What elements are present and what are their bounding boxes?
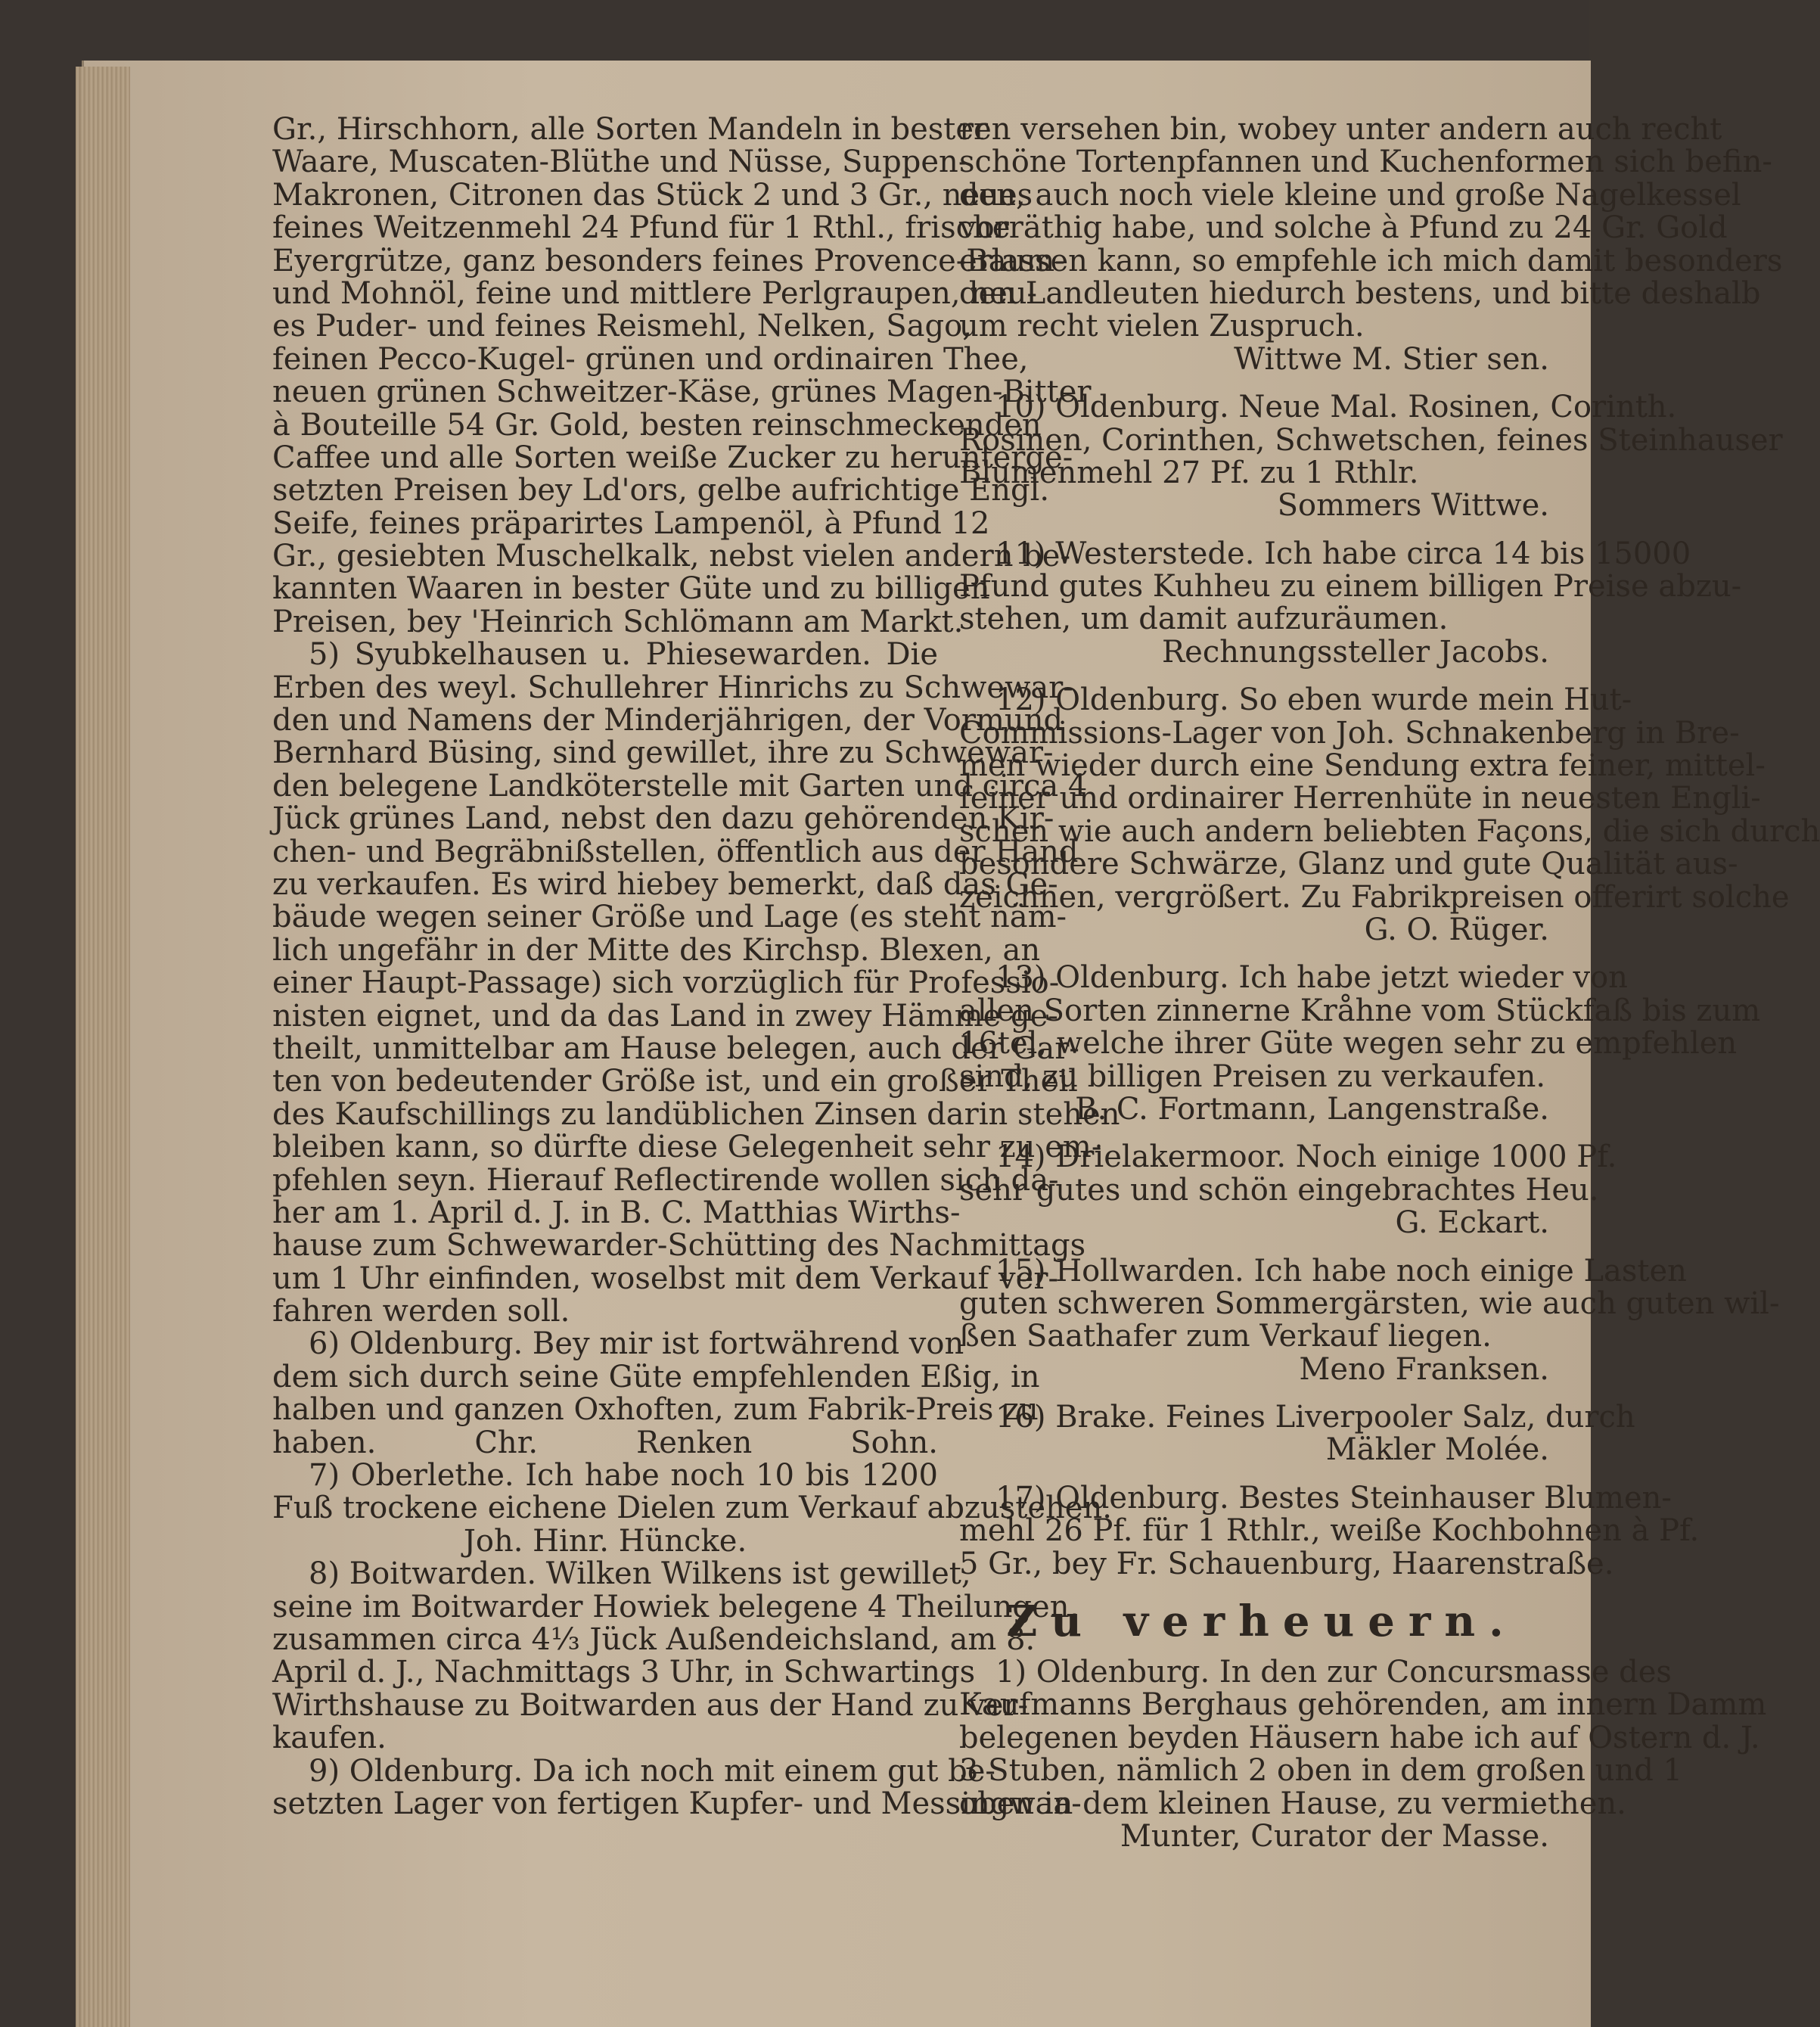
text-line: sehr gutes und schön eingebrachtes Heu.	[959, 1172, 1599, 1208]
text-line: setzten Preisen bey Ld'ors, gelbe aufrichtige Engl.	[272, 473, 1050, 508]
text-line: um recht vielen Zuspruch.	[959, 309, 1365, 344]
text-line: stehen, um damit aufzuräumen.	[959, 602, 1449, 637]
text-line: den Landleuten hiedurch bestens, und bitte deshalb	[959, 275, 1761, 311]
text-line: April d. J., Nachmittags 3 Uhr, in Schwartings	[272, 1655, 976, 1690]
text-line: schöne Tortenpfannen und Kuchenformen sich befin-	[959, 145, 1772, 180]
text-line: à Bouteille 54 Gr. Gold, besten reinschmeckenden	[272, 407, 1042, 443]
text-line: haben. Chr. Renken Sohn.	[272, 1425, 938, 1460]
text-line: 17) Oldenburg. Bestes Steinhauser Blumen-	[995, 1480, 1672, 1516]
text-line: 16tel, welche ihrer Güte wegen sehr zu empfehlen	[959, 1026, 1738, 1062]
text-line: 9) Oldenburg. Da ich noch mit einem gut be-	[309, 1753, 995, 1789]
text-line: Waare, Muscaten-Blüthe und Nüsse, Suppen-	[272, 145, 969, 180]
text-line: Kaufmanns Berghaus gehörenden, am innern Damm	[959, 1687, 1767, 1723]
text-line: Pfund gutes Kuhheu zu einem billigen Preise abzu-	[959, 569, 1742, 605]
text-line: Makronen, Citronen das Stück 2 und 3 Gr., neues	[272, 177, 1033, 213]
text-line: Eyergrütze, ganz besonders feines Provence-Baum-	[272, 243, 1065, 278]
text-line: Gr., gesiebten Muschelkalk, nebst vielen andern be-	[272, 539, 1070, 574]
text-line: oben in dem kleinen Hause, zu vermiethen.	[959, 1786, 1626, 1821]
text-line: 16) Brake. Feines Liverpooler Salz, durch	[995, 1400, 1635, 1435]
text-line: kannten Waaren in bester Güte und zu billigen	[272, 571, 990, 607]
text-line: 5) Syubkelhausen u. Phiesewarden. Die	[309, 637, 938, 673]
text-line: setzten Lager von fertigen Kupfer- und Messingwaa-	[272, 1786, 1082, 1821]
spacer	[959, 669, 1564, 684]
text-line: theilt, unmittelbar am Hause belegen, auch der Gar-	[272, 1031, 1079, 1066]
text-line: Mäkler Molée.	[1325, 1432, 1549, 1468]
text-line: Erben des weyl. Schullehrer Hinrichs zu Schwewar-	[272, 670, 1073, 705]
text-line: nisten eignet, und da das Land in zwey Hämme ge-	[272, 998, 1058, 1034]
text-line: es Puder- und feines Reismehl, Nelken, Sago,	[272, 309, 972, 344]
text-line: dem sich durch seine Güte empfehlenden Eßig, in	[272, 1359, 1040, 1394]
text-line: pfehlen seyn. Hierauf Reflectirende wollen sich da-	[272, 1162, 1059, 1198]
text-line: Meno Franksen.	[1299, 1351, 1549, 1387]
text-line: den belegene Landköterstelle mit Garten und circa 4	[272, 768, 1088, 804]
text-line: den, auch noch viele kleine und große Nagelkessel	[959, 177, 1741, 213]
text-line: ten von bedeutender Größe ist, und ein großer Theil	[272, 1064, 1078, 1099]
text-line: Fuß trockene eichene Dielen zum Verkauf abzustehen.	[272, 1491, 1112, 1526]
text-line: 5 Gr., bey Fr. Schauenburg, Haarenstraße.	[959, 1546, 1614, 1581]
page-edges	[76, 67, 130, 2027]
text-line: den und Namens der Minderjährigen, der Vormund	[272, 703, 1064, 738]
text-line: Preisen, bey 'Heinrich Schlömann am Markt.	[272, 604, 964, 639]
text-line: bäude wegen seiner Größe und Lage (es steht näm-	[272, 900, 1067, 935]
text-line: schen wie auch andern beliebten Façons, die sich durch	[959, 813, 1820, 849]
text-line: zusammen circa 4⅓ Jück Außendeichsland, am 8.	[272, 1621, 1036, 1657]
text-line: halben und ganzen Oxhoften, zum Fabrik-Preis zu	[272, 1392, 1039, 1428]
text-line: bleiben kann, so dürfte diese Gelegenheit sehr zu em-	[272, 1130, 1102, 1165]
right-text-column	[959, 112, 1820, 1854]
text-line: allen Sorten zinnerne Kråhne vom Stückfaß bis zum	[959, 993, 1761, 1028]
text-line: Bernhard Büsing, sind gewillet, ihre zu Schwewar-	[272, 735, 1054, 771]
spacer	[959, 1126, 1564, 1141]
spacer	[959, 376, 1564, 391]
text-line: ren versehen bin, wobey unter andern auch recht	[959, 112, 1722, 147]
text-line: 1) Oldenburg. In den zur Concursmasse des	[995, 1655, 1672, 1690]
text-line: men wieder durch eine Sendung extra feiner, mittel-	[959, 748, 1766, 784]
text-line: feines Weitzenmehl 24 Pfund für 1 Rthl., frische	[272, 210, 1011, 246]
text-line: des Kaufschillings zu landüblichen Zinsen darin stehen	[272, 1096, 1120, 1132]
text-line: 12) Oldenburg. So eben wurde mein Hut-	[995, 682, 1632, 718]
text-line: einer Haupt-Passage) sich vorzüglich für Professio-	[272, 965, 1060, 1001]
text-line: besondere Schwärze, Glanz und gute Qualität aus-	[959, 847, 1738, 882]
text-line: Caffee und alle Sorten weiße Zucker zu herunterge-	[272, 440, 1073, 475]
text-line: seine im Boitwarder Howiek belegene 4 Theilungen,	[272, 1589, 1079, 1624]
text-line: Munter, Curator der Masse.	[1120, 1818, 1549, 1854]
text-line: 6) Oldenburg. Bey mir ist fortwährend von	[309, 1326, 964, 1362]
text-line: belegenen beyden Häusern habe ich auf Ostern d. J.	[959, 1720, 1760, 1755]
text-line: und Mohnöl, feine und mittlere Perlgraupen, neu-	[272, 275, 1038, 311]
text-line: chen- und Begräbnißstellen, öffentlich aus der Hand	[272, 834, 1079, 869]
text-line: 7) Oberlethe. Ich habe noch 10 bis 1200	[309, 1458, 938, 1494]
text-line: G. O. Rüger.	[1364, 912, 1549, 947]
section-heading: Zu verheuern.	[1006, 1596, 1517, 1647]
text-line: guten schweren Sommergärsten, wie auch guten wil-	[959, 1286, 1780, 1321]
text-line: mehl 26 Pf. für 1 Rthlr., weiße Kochbohnen à Pf.	[959, 1513, 1700, 1549]
spacer	[959, 1240, 1564, 1255]
text-line: 11) Westerstede. Ich habe circa 14 bis 15000	[995, 536, 1691, 571]
text-line: Rosinen, Corinthen, Schwetschen, feines Steinhauser	[959, 422, 1783, 458]
spacer	[959, 1467, 1564, 1482]
text-line: Joh. Hinr. Hüncke.	[463, 1523, 747, 1559]
text-line: zeichnen, vergrößert. Zu Fabrikpreisen offerirt solche	[959, 879, 1790, 915]
text-line: feiner und ordinairer Herrenhüte in neuesten Engli-	[959, 781, 1761, 816]
text-line: Seife, feines präparirtes Lampenöl, à Pfund 12	[272, 505, 990, 541]
text-line: ßen Saathafer zum Verkauf liegen.	[959, 1319, 1492, 1354]
text-line: 13) Oldenburg. Ich habe jetzt wieder von	[995, 960, 1628, 996]
text-line: her am 1. April d. J. in B. C. Matthias Wirths-	[272, 1195, 961, 1230]
text-line: vorräthig habe, und solche à Pfund zu 24 Gr. Gold	[959, 210, 1728, 246]
text-line: Rechnungssteller Jacobs.	[1162, 634, 1549, 670]
text-line: kaufen.	[272, 1721, 387, 1756]
spacer	[959, 1386, 1564, 1401]
text-line: feinen Pecco-Kugel- grünen und ordinairen Thee,	[272, 341, 1029, 377]
text-line: G. Eckart.	[1395, 1205, 1549, 1241]
text-line: lich ungefähr in der Mitte des Kirchsp. Blexen, an	[272, 932, 1041, 968]
text-line: sind, zu billigen Preisen zu verkaufen.	[959, 1059, 1546, 1094]
text-line: hause zum Schwewarder-Schütting des Nachmittags	[272, 1228, 1086, 1264]
text-line: zu verkaufen. Es wird hiebey bemerkt, daß das Ge-	[272, 866, 1058, 902]
text-line: Wirthshause zu Boitwarden aus der Hand zu ver-	[272, 1687, 1029, 1723]
text-line: B. C. Fortmann, Langenstraße.	[1075, 1091, 1549, 1127]
text-line: erlassen kann, so empfehle ich mich damit besonders	[959, 243, 1783, 278]
spacer	[959, 947, 1564, 962]
text-line: 15) Hollwarden. Ich habe noch einige Lasten	[995, 1253, 1687, 1289]
text-line: 10) Oldenburg. Neue Mal. Rosinen, Corinth.	[995, 390, 1677, 425]
text-line: 8) Boitwarden. Wilken Wilkens ist gewillet,	[309, 1556, 971, 1592]
text-line: fahren werden soll.	[272, 1294, 570, 1329]
text-line: Wittwe M. Stier sen.	[1234, 341, 1549, 377]
text-line: 14) Drielakermoor. Noch einige 1000 Pf.	[995, 1139, 1617, 1175]
text-line: Blumenmehl 27 Pf. zu 1 Rthlr.	[959, 455, 1419, 490]
text-line: Jück grünes Land, nebst den dazu gehörenden Kir-	[272, 801, 1054, 837]
text-line: Sommers Wittwe.	[1277, 488, 1549, 524]
spacer	[959, 523, 1564, 538]
text-line: neuen grünen Schweitzer-Käse, grünes Magen-Bitter	[272, 375, 1092, 410]
text-line: Commissions-Lager von Joh. Schnakenberg in Bre-	[959, 715, 1740, 751]
text-line: Gr., Hirschhorn, alle Sorten Mandeln in bester	[272, 112, 989, 147]
text-line: 3 Stuben, nämlich 2 oben in dem großen und 1	[959, 1753, 1683, 1789]
text-line: um 1 Uhr einfinden, woselbst mit dem Verkauf ver-	[272, 1261, 1058, 1296]
left-text-column	[272, 112, 1120, 1821]
